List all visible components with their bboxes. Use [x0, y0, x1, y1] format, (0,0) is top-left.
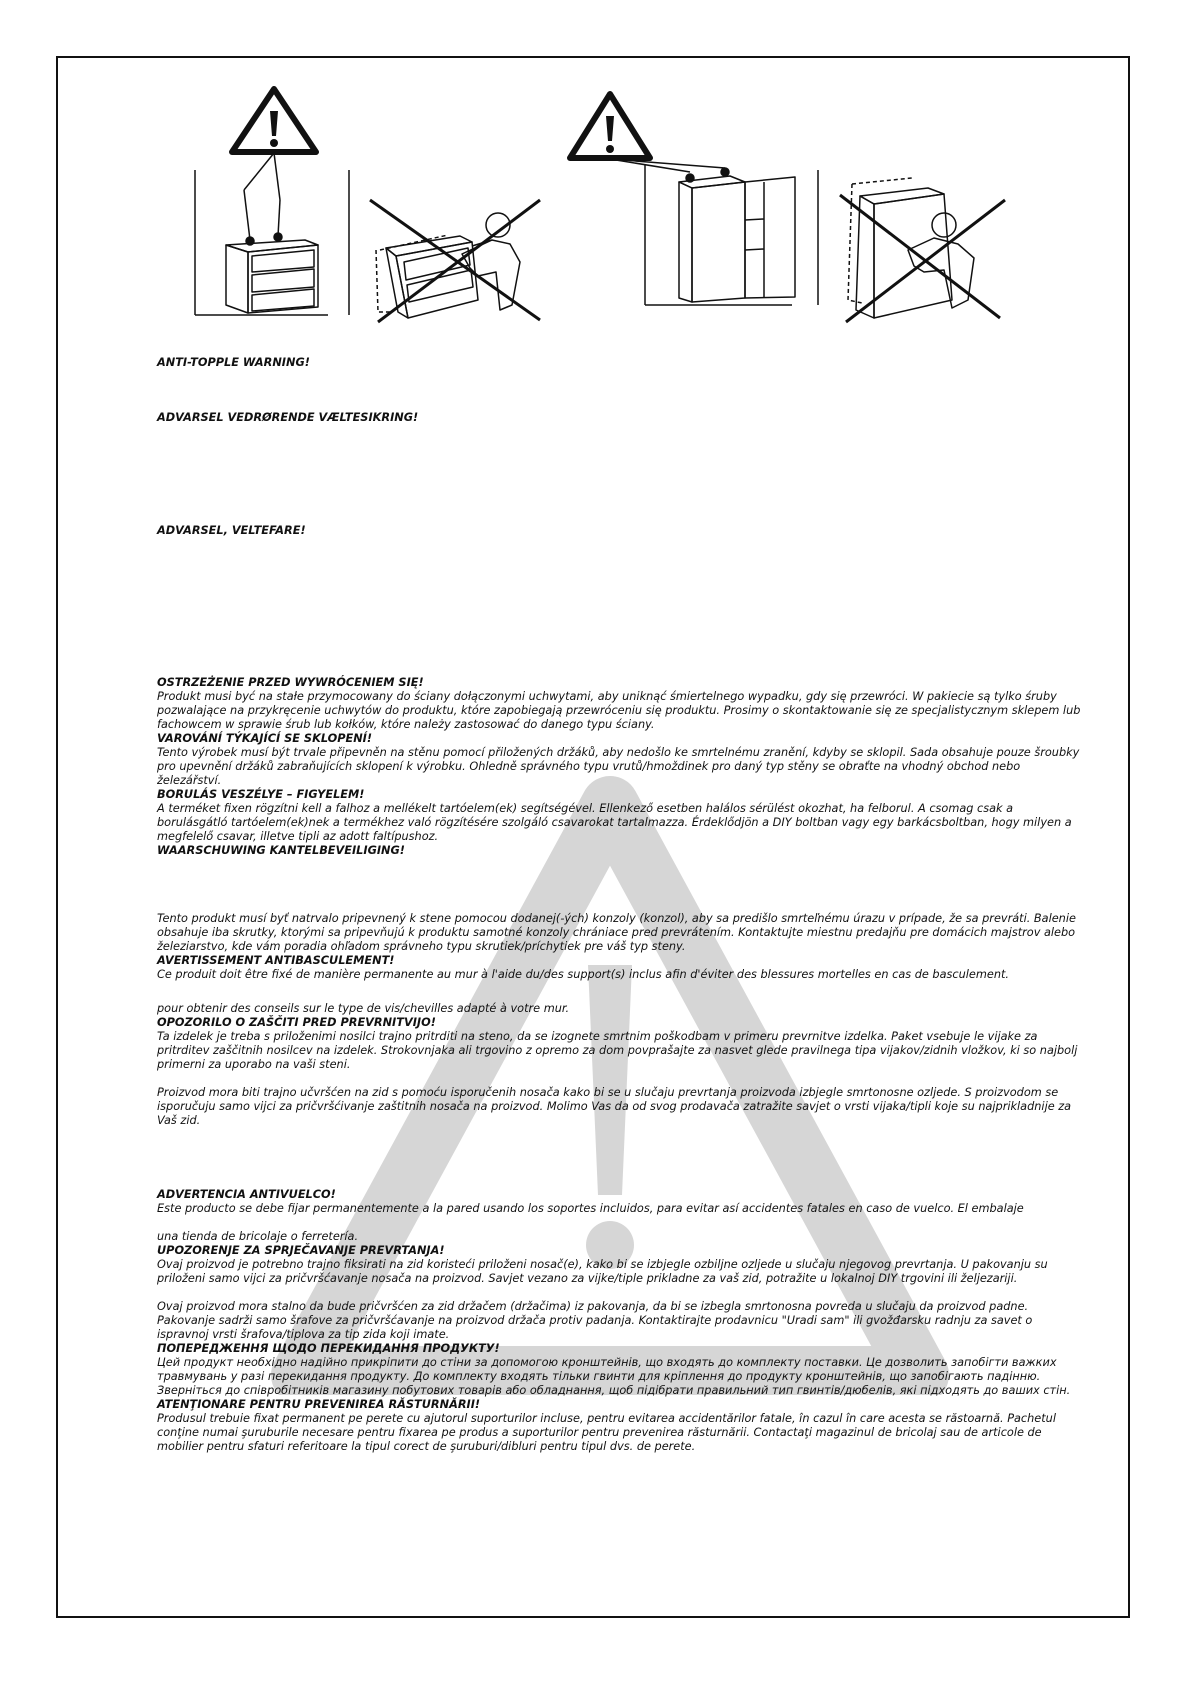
section-body: Produkt musi być na stałe przymocowany do ściany dołączonymi uchwytami, aby uniknąć śmiertelnego wypadku, gdy się przewróci. W pakiecie są tylko śruby pozwalające na przykręcenie uchwytów do produktu, które zapobiegają przewróceniu się produktu. Prosimy o skontaktowanie się ze specjalistycznym sklepem lub fachowcem w sprawie śrub lub kołków, które należy zastosować do danego typu ściany.: [157, 690, 1081, 731]
section-anti-topple: [157, 356, 1082, 370]
section-heading: ADVARSEL VEDRØRENDE VÆLTESIKRING!: [157, 411, 419, 424]
section-heading: ATENŢIONARE PENTRU PREVENIREA RĂSTURNĂRII!: [157, 1398, 481, 1411]
section-heading: ADVARSEL, VELTEFARE!: [157, 524, 306, 537]
section-body: pour obtenir des conseils sur le type de vis/chevilles adapté à votre mur.: [157, 1002, 570, 1015]
wardrobe-anchored-illustration: [610, 159, 818, 305]
section-body: Ovaj proizvod mora stalno da bude pričvršćen za zid držačem (držačima) iz pakovanja, da bi se izbegla smrtonosna povreda u slučaju da proizvod padne. Pakovanje sadrži samo šrafove za pričvršćavanje na proizvod držača protiv padanja. Kontaktirajte prodavnicu "Uradi sam" ili gvožđarsku radnju za savet o ispravnoj vrsti šrafova/tiplova za tip zida koji imate.: [157, 1300, 1033, 1341]
text-block-6: [157, 1230, 1082, 1286]
section-body: Este producto se debe fijar permanentemente a la pared usando los soportes incluidos, para evitar así accidentes fatales en caso de vuelco. El embalaje: [157, 1202, 1024, 1215]
section-heading: BORULÁS VESZÉLYE – FIGYELEM!: [157, 788, 365, 801]
text-block-3: [157, 1002, 1082, 1072]
dresser-anchored-illustration: [195, 153, 349, 315]
section-norwegian: [157, 524, 1082, 538]
section-body: Tento produkt musí byť natrvalo pripevnený k stene pomocou dodanej(-ých) konzoly (konzol), aby sa predišlo smrteľnému úrazu v prípade, že sa prevráti. Balenie obsahuje iba skrutky, ktorými sa pripevňujú k produktu samotné konzoly chrániace pred prevrátením. Kontaktujte miestnu predajňu pre domácich majstrov alebo železiarstvo, kde vám poradia ohľadom správneho typu skrutiek/príchytiek pre váš typ steny.: [157, 912, 1076, 953]
section-body: Ce produit doit être fixé de manière permanente au mur à l'aide du/des support(s) inclus afin d'éviter des blessures mortelles en cas de basculement.: [157, 968, 1010, 981]
section-body: Tento výrobek musí být trvale připevněn na stěnu pomocí přiložených držáků, aby nedošlo ke smrtelnému zranění, kdyby se sklopil. Sada obsahuje pouze šroubky pro upevnění držáků zabraňujících sklopení k výrobku. Ohledně správného typu vrutů/hmoždinek pro daný typ stěny se obraťte na vhodný obchod nebo železářství.: [157, 746, 1080, 787]
warning-triangle-icon: [570, 94, 650, 158]
text-block-1: [157, 676, 1082, 858]
section-body: Produsul trebuie fixat permanent pe perete cu ajutorul suporturilor incluse, pentru evitarea accidentărilor fatale, în cazul în care acesta se răstoarnă. Pachetul conţine numai şuruburile necesare pentru fixarea pe produs a suporturilor pentru prevenirea răsturnării. Contactaţi magazinul de bricolaj sau de articole de mobilier pentru sfaturi referitoare la tipul corect de şuruburi/dibluri pentru tipul dvs. de perete.: [157, 1412, 1056, 1453]
warning-triangle-icon: [232, 89, 316, 152]
section-heading: OPOZORILO O ZAŠČITI PRED PREVRNITVIJO!: [157, 1016, 436, 1029]
section-danish: [157, 411, 1082, 425]
text-block-2: [157, 912, 1082, 982]
illustrations: [0, 0, 1190, 340]
wardrobe-toppling-crossed-illustration: [840, 178, 1005, 322]
section-body: A terméket fixen rögzítni kell a falhoz a mellékelt tartóelem(ek) segítségével. Ellenkező esetben halálos sérülést okozhat, ha felborul. A csomag csak a borulásgátló tartóelem(ek)nek a termékhez való rögzítésére szolgáló csavarokat tartalmazza. Érdeklődjön a DIY boltban vagy egy barkácsboltban, hogy milyen a megfelelő csavar, illetve tipli az adott faltípushoz.: [157, 802, 1072, 843]
section-body: Proizvod mora biti trajno učvršćen na zid s pomoću isporučenih nosača kako bi se u slučaju prevrtanja proizvoda izbjegle smrtonosne ozljede. S proizvodom se isporučuju samo vijci za pričvršćivanje zaštitnih nosača na proizvod. Molimo Vas da od svog prodavača zatražite savjet o vrsti vijaka/tipli koje su najprikladnije za Vaš zid.: [157, 1086, 1072, 1127]
section-body: Ovaj proizvod je potrebno trajno fiksirati na zid koristeći priloženi nosač(e), kako bi se izbjegle ozbiljne ozljede u slučaju njegovog prevrtanja. U pakovanju su priloženi samo vijci za pričvršćavanje nosača na proizvod. Savjet vezano za vijke/tiple prikladne za vaš zid, potražite u lokalnoj DIY trgovini ili željezariji.: [157, 1258, 1048, 1285]
section-heading: ANTI-TOPPLE WARNING!: [157, 356, 310, 369]
section-body: una tienda de bricolaje o ferretería.: [157, 1230, 359, 1243]
section-heading: ADVERTENCIA ANTIVUELCO!: [157, 1188, 336, 1201]
section-body: Ta izdelek je treba s priloženimi nosilci trajno pritrditi na steno, da se izognete smrtnim poškodbam v primeru prevrnitve izdelka. Paket vsebuje le vijake za pritrditev zaščitnih nosilcev na izdelek. Strokovnjaka ali trgovino z opremo za dom povprašajte za nasvet glede pravilnega tipa vijakov/zidnih vložkov, ki so najbolj primerni za uporabo na vaši steni.: [157, 1030, 1078, 1071]
text-block-5: [157, 1188, 1082, 1216]
section-heading: ПОПЕРЕДЖЕННЯ ЩОДО ПЕРЕКИДАННЯ ПРОДУКТУ!: [157, 1342, 500, 1355]
text-block-4: [157, 1086, 1082, 1128]
section-heading: WAARSCHUWING KANTELBEVEILIGING!: [157, 844, 405, 857]
section-heading: UPOZORENJE ZA SPRJEČAVANJE PREVRTANJA!: [157, 1244, 445, 1257]
section-heading: AVERTISSEMENT ANTIBASCULEMENT!: [157, 954, 395, 967]
dresser-toppling-crossed-illustration: [370, 200, 540, 322]
section-body: Цей продукт необхідно надійно прикріпити до стіни за допомогою кронштейнів, що входять до комплекту поставки. Це дозволить запобігти важких травмувань у разі перекидання продукту. До комплекту входять тільки гвинти для кріплення до продукту кронштейнів, що запобігають падінню. Зверніться до співробітників магазину побутових товарів або обладнання, щоб підібрати правильний тип гвинтів/дюбелів, які підходять до ваших стін.: [157, 1356, 1071, 1397]
section-heading: VAROVÁNÍ TÝKAJÍCÍ SE SKLOPENÍ!: [157, 732, 373, 745]
section-heading: OSTRZEŻENIE PRZED WYWRÓCENIEM SIĘ!: [157, 676, 424, 689]
text-block-7: [157, 1300, 1082, 1454]
